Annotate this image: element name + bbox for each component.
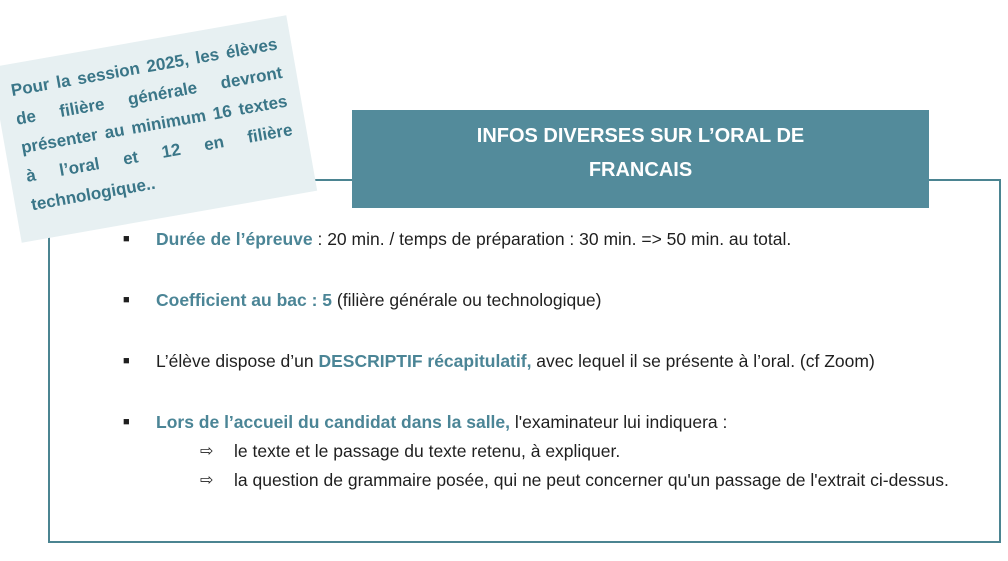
title-line-1: INFOS DIVERSES SUR L’ORAL DE xyxy=(476,125,805,147)
square-bullet-icon: ■ xyxy=(123,355,130,367)
subitem-text: la question de grammaire posée, qui ne peut concerner qu'un passage de l'extrait ci-dessus. xyxy=(234,470,949,490)
square-bullet-icon: ■ xyxy=(123,294,130,306)
outline-right-arrow-icon: ⇨ xyxy=(200,472,214,489)
square-bullet-icon: ■ xyxy=(123,416,130,428)
bullet-highlight: Coefficient au bac : 5 xyxy=(156,290,333,310)
bullet-text: avec lequel il se présente à l’oral. (cf Zoom) xyxy=(531,351,875,371)
title-line-2: FRANCAIS xyxy=(588,159,693,181)
title-banner xyxy=(352,110,929,208)
bullet-content xyxy=(156,222,791,256)
bullet-highlight: Lors de l’accueil du candidat dans la salle, xyxy=(156,412,511,432)
bullet-content xyxy=(156,344,875,378)
sticky-note-text: Pour la session 2025, les élèves de filière générale devront présenter au minimum 16 textes à l’oral et 12 en filière technologique.. xyxy=(9,34,294,215)
bullet-highlight: DESCRIPTIF récapitulatif, xyxy=(318,351,532,371)
subitem-text: le texte et le passage du texte retenu, à expliquer. xyxy=(234,441,621,461)
bullet-text: (filière générale ou technologique) xyxy=(332,290,602,310)
bullet-text: : 20 min. / temps de préparation : 30 min. => 50 min. au total. xyxy=(312,229,792,249)
square-bullet-icon: ■ xyxy=(123,233,130,245)
bullet-content xyxy=(156,283,602,317)
bullet-prefix: L’élève dispose d’un xyxy=(156,351,319,371)
bullet-text: l'examinateur lui indiquera : xyxy=(510,412,728,432)
bullet-highlight: Durée de l’épreuve xyxy=(156,229,313,249)
outline-right-arrow-icon: ⇨ xyxy=(200,443,214,460)
bullet-content xyxy=(156,405,727,439)
